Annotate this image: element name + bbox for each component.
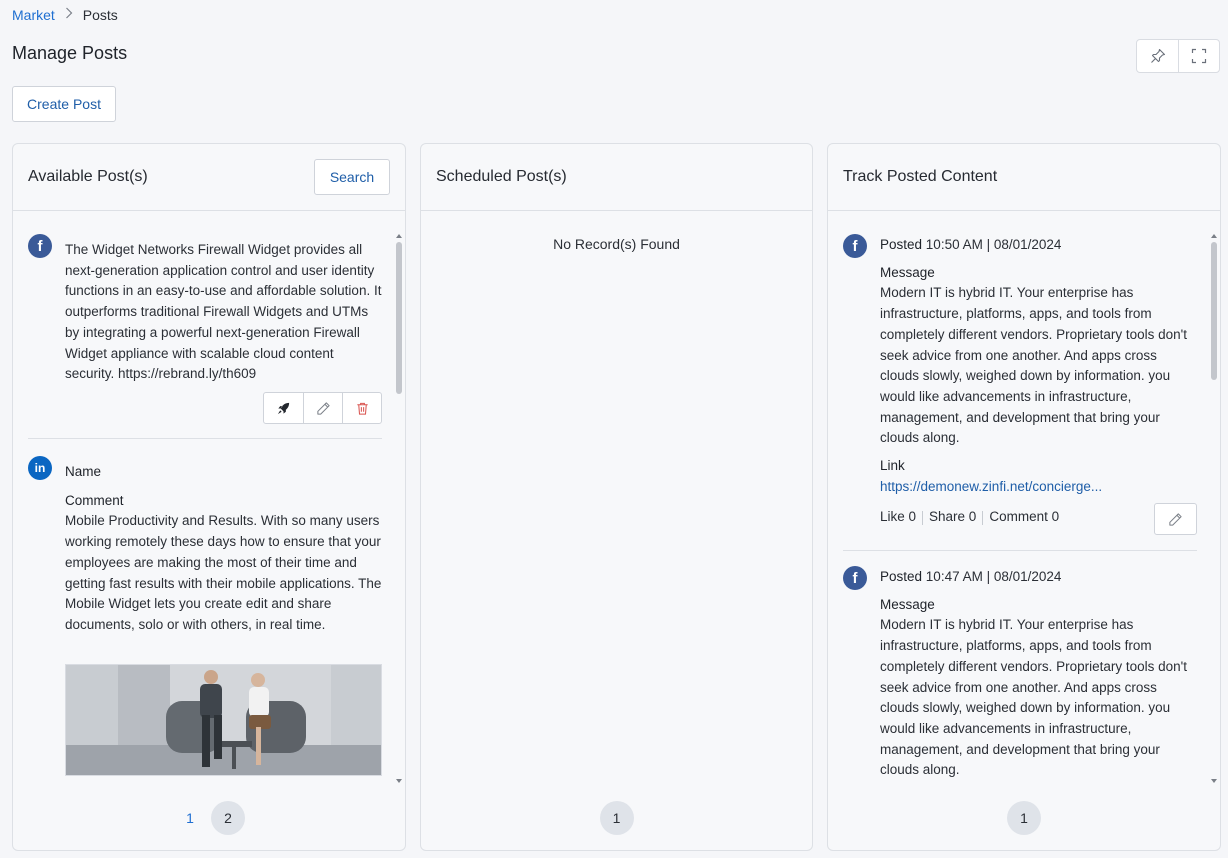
- comment-label: Comment: [65, 492, 124, 508]
- message-label: Message: [880, 596, 935, 612]
- track-posted-list[interactable]: [828, 212, 1220, 787]
- list-item: [28, 234, 382, 385]
- page-1-button[interactable]: 1: [1007, 801, 1041, 835]
- edit-button[interactable]: [1154, 503, 1197, 535]
- page-tools: [1136, 39, 1220, 73]
- scheduled-posts-title: Scheduled Post(s): [436, 168, 567, 185]
- list-item: [843, 234, 1197, 528]
- breadcrumb-current: Posts: [82, 7, 118, 23]
- create-post-button[interactable]: Create Post: [12, 86, 116, 122]
- scheduled-posts-list: [421, 212, 812, 787]
- link-label: Link: [880, 458, 905, 474]
- available-posts-title: Available Post(s): [28, 168, 148, 185]
- comment-count: Comment 0: [989, 509, 1060, 525]
- divider: [28, 438, 382, 439]
- scheduled-posts-panel: [420, 143, 813, 851]
- facebook-icon: f: [28, 234, 52, 258]
- page-1-button[interactable]: 1: [186, 810, 194, 826]
- chevron-right-icon: [65, 6, 73, 24]
- page-1-button[interactable]: 1: [600, 801, 634, 835]
- post-image: [65, 664, 382, 776]
- fullscreen-button[interactable]: [1178, 40, 1219, 72]
- pencil-icon: [316, 401, 331, 416]
- scheduled-pagination: [421, 801, 812, 835]
- facebook-icon: f: [843, 234, 867, 258]
- posted-time: 10:50 AM | 08/01/2024: [925, 237, 1062, 252]
- message-text: Modern IT is hybrid IT. Your enterprise has infrastructure, platforms, apps, and tools from completely different vendors. Proprietary tools don't seek advice from one another. And apps cross clouds slowly, weighed down by information. you would like advancements in infrastructure, management, and development that bring your clouds along.: [880, 617, 1187, 778]
- post-text: The Widget Networks Firewall Widget provides all next-generation application control and user identity functions in an easy-to-use and affordable solution. It outperforms traditional Firewall Widgets and UTMs by integrating a powerful next-generation Firewall Widget appliance with scalable cloud content security. https://rebrand.ly/th609: [65, 242, 382, 382]
- search-button[interactable]: Search: [314, 159, 390, 195]
- breadcrumb-market-link[interactable]: Market: [12, 7, 55, 23]
- empty-message: No Record(s) Found: [553, 236, 680, 252]
- post-link[interactable]: https://demonew.zinfi.net/concierge...: [880, 478, 1103, 494]
- posted-label: Posted: [880, 237, 923, 252]
- track-pagination: [828, 801, 1220, 835]
- list-item: [843, 566, 1197, 781]
- divider: [843, 550, 1197, 551]
- facebook-icon: f: [843, 566, 867, 590]
- posted-label: Posted: [880, 569, 923, 584]
- page-2-button[interactable]: 2: [211, 801, 245, 835]
- post-actions: [263, 392, 382, 424]
- delete-button[interactable]: [342, 393, 381, 423]
- linkedin-icon: in: [28, 456, 52, 480]
- posted-time: 10:47 AM | 08/01/2024: [925, 569, 1062, 584]
- trash-icon: [355, 401, 370, 416]
- name-label: Name: [65, 464, 102, 479]
- expand-icon: [1191, 48, 1207, 64]
- available-posts-panel: [12, 143, 406, 851]
- available-scrollbar[interactable]: [395, 234, 403, 783]
- available-posts-list[interactable]: [13, 212, 405, 787]
- engagement-stats: [880, 507, 1197, 528]
- page-title: Manage Posts: [12, 43, 128, 63]
- track-scrollbar[interactable]: [1210, 234, 1218, 783]
- post-text: Mobile Productivity and Results. With so many users working remotely these days how to ensure that your employees are making the most of their time and getting fast results with their mobile applications. The Mobile Widget lets you create edit and share documents, solo or with others, in real time.: [65, 513, 382, 632]
- pencil-icon: [1168, 512, 1183, 527]
- list-item: [28, 456, 382, 636]
- pin-button[interactable]: [1137, 40, 1178, 72]
- share-count: Share 0: [929, 509, 977, 525]
- message-text: Modern IT is hybrid IT. Your enterprise has infrastructure, platforms, apps, and tools from completely different vendors. Proprietary tools don't seek advice from one another. And apps cross clouds slowly, weighed down by information. you would like advancements in infrastructure, management, and development that bring your clouds along.: [880, 285, 1187, 446]
- like-count: Like 0: [880, 509, 917, 525]
- rocket-icon: [276, 401, 291, 416]
- edit-button[interactable]: [303, 393, 342, 423]
- message-label: Message: [880, 264, 935, 280]
- available-pagination: [13, 801, 405, 835]
- track-posted-title: Track Posted Content: [843, 168, 998, 185]
- publish-button[interactable]: [264, 393, 303, 423]
- pin-icon: [1150, 48, 1166, 64]
- breadcrumb: [12, 6, 118, 24]
- track-posted-panel: [827, 143, 1221, 851]
